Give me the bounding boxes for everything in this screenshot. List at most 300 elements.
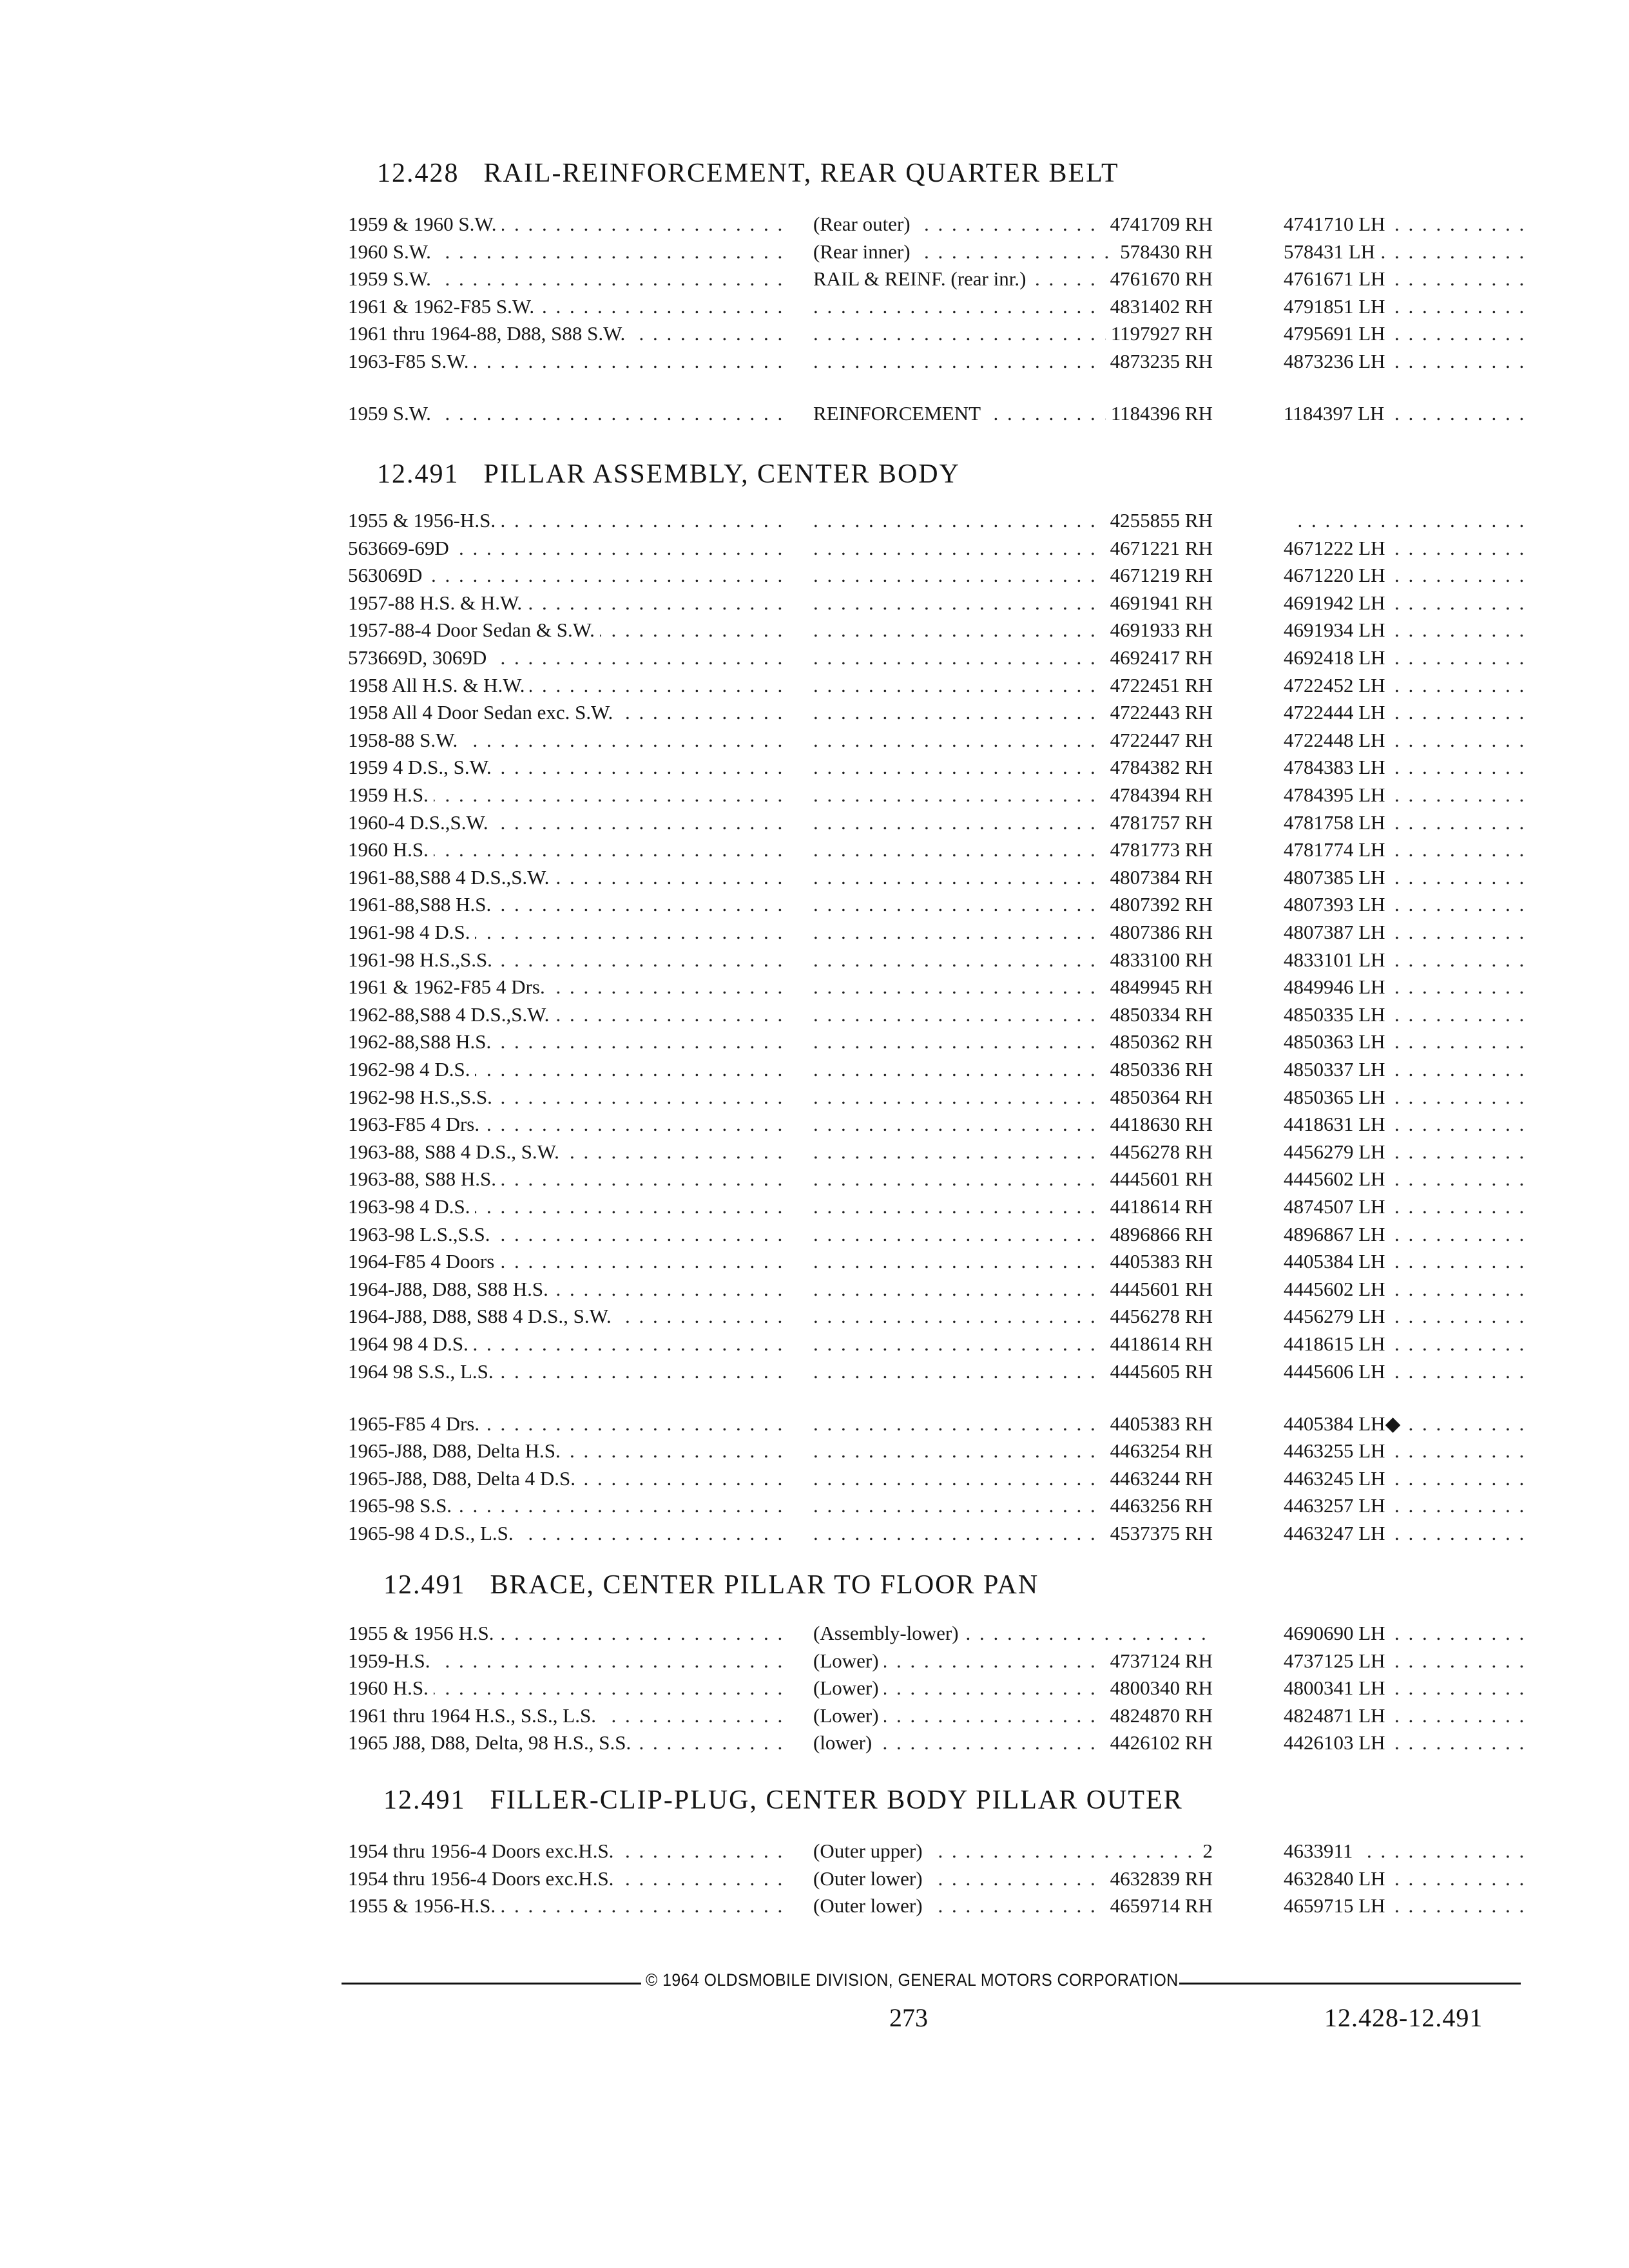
desc-rh-cell [813, 562, 1213, 589]
lh-part-number: 4781774 LH [1284, 838, 1391, 861]
rh-part-number: 4418630 RH [1105, 1111, 1213, 1138]
rh-part-number: 4896866 RH [1105, 1221, 1213, 1248]
lh-cell [1284, 1410, 1528, 1437]
description-text: (Outer lower) [813, 1894, 928, 1917]
model-cell [348, 1331, 786, 1358]
rh-part-number: 4463256 RH [1105, 1492, 1213, 1519]
part-row [0, 974, 1629, 1001]
part-row [0, 891, 1629, 918]
rh-part-number: 4850362 RH [1105, 1028, 1213, 1055]
model-cell [348, 1675, 786, 1702]
model-cell [348, 320, 786, 347]
rh-part-number: 4807392 RH [1105, 891, 1213, 918]
desc-rh-cell [813, 644, 1213, 671]
rh-part-number: 2 [1198, 1838, 1213, 1865]
desc-rh-cell [813, 1648, 1213, 1675]
section-number: 12.491 [377, 459, 459, 489]
lh-cell [1284, 1520, 1528, 1547]
lh-part-number: 4463247 LH [1284, 1522, 1391, 1544]
part-row [0, 672, 1629, 699]
desc-rh-cell [813, 1520, 1213, 1547]
lh-cell [1284, 1729, 1528, 1756]
rh-part-number: 1197927 RH [1106, 320, 1213, 347]
model-cell [348, 1465, 786, 1492]
model-cell [348, 1248, 786, 1275]
description-text: (Lower) [813, 1649, 884, 1672]
lh-cell [1284, 1111, 1528, 1138]
lh-cell [1284, 1221, 1528, 1248]
part-row [0, 1865, 1629, 1892]
lh-cell [1284, 754, 1528, 781]
section-number: 12.491 [383, 1785, 466, 1815]
part-row [0, 1166, 1629, 1193]
model-text: 563069D [348, 564, 427, 586]
lh-part-number: 4849946 LH [1284, 975, 1391, 998]
model-cell [348, 1276, 786, 1303]
desc-rh-cell [813, 1111, 1213, 1138]
model-text: 1963-F85 S.W. [348, 350, 474, 372]
lh-part-number: 4807393 LH [1284, 893, 1391, 916]
desc-rh-cell [813, 947, 1213, 974]
lh-cell [1284, 727, 1528, 754]
lh-part-number: 4874507 LH [1284, 1195, 1391, 1218]
rh-part-number: 4761670 RH [1105, 265, 1213, 293]
footer-rule-left [342, 1983, 641, 1984]
desc-rh-cell [813, 1492, 1213, 1519]
part-row [0, 1892, 1629, 1919]
model-cell [348, 1892, 786, 1919]
model-text: 1963-98 L.S.,S.S. [348, 1223, 495, 1245]
part-row [0, 782, 1629, 809]
rh-part-number: 578430 RH [1115, 238, 1213, 265]
lh-cell [1284, 1001, 1528, 1028]
lh-part-number: 4463257 LH [1284, 1494, 1391, 1517]
lh-part-number: 4691934 LH [1284, 619, 1391, 641]
rh-part-number: 4463254 RH [1105, 1437, 1213, 1465]
lh-part-number: 4445602 LH [1284, 1168, 1391, 1190]
desc-rh-cell [813, 1276, 1213, 1303]
part-row [0, 836, 1629, 863]
lh-cell [1284, 265, 1528, 293]
model-text: 573669D, 3069D [348, 646, 492, 669]
lh-cell [1284, 699, 1528, 726]
desc-rh-cell [813, 1303, 1213, 1330]
lh-cell [1284, 891, 1528, 918]
rh-part-number: 4659714 RH [1105, 1892, 1213, 1919]
model-text: 1955 & 1956-H.S. [348, 1894, 501, 1917]
lh-cell [1284, 864, 1528, 891]
rh-part-number: 4691941 RH [1105, 590, 1213, 617]
model-cell [348, 1620, 786, 1647]
desc-rh-cell [813, 1620, 1213, 1647]
model-cell [348, 1838, 786, 1865]
description-text: REINFORCEMENT [813, 402, 986, 425]
rh-part-number: 4807386 RH [1105, 919, 1213, 946]
part-row [0, 265, 1629, 293]
model-cell [348, 699, 786, 726]
lh-cell [1284, 809, 1528, 836]
rh-part-number: 4722443 RH [1105, 699, 1213, 726]
model-cell [348, 947, 786, 974]
lh-part-number: 4807385 LH [1284, 866, 1391, 889]
rh-part-number: 4784382 RH [1105, 754, 1213, 781]
model-text: 563669-69D [348, 537, 454, 559]
lh-cell [1284, 782, 1528, 809]
model-cell [348, 590, 786, 617]
desc-rh-cell [813, 1139, 1213, 1166]
lh-cell [1284, 507, 1528, 534]
desc-rh-cell [813, 320, 1213, 347]
lh-cell [1284, 1276, 1528, 1303]
section-heading [383, 1570, 1039, 1600]
desc-rh-cell [813, 919, 1213, 946]
model-cell [348, 864, 786, 891]
page-section-range: 12.428-12.491 [1324, 2003, 1483, 2032]
lh-part-number: 4405384 LH [1284, 1250, 1391, 1273]
desc-rh-cell [813, 1892, 1213, 1919]
section-number: 12.491 [383, 1570, 466, 1600]
model-cell [348, 919, 786, 946]
lh-cell [1284, 919, 1528, 946]
part-row [0, 1410, 1629, 1437]
model-text: 1965-F85 4 Drs. [348, 1412, 485, 1435]
part-row [0, 562, 1629, 589]
model-cell [348, 562, 786, 589]
model-text: 1964-J88, D88, S88 H.S. [348, 1278, 554, 1300]
lh-cell [1284, 1331, 1528, 1358]
model-text: 1959 S.W. [348, 402, 436, 425]
desc-rh-cell [813, 265, 1213, 293]
section-heading [377, 459, 960, 490]
lh-cell [1284, 400, 1528, 427]
page-number: 273 [889, 2003, 928, 2032]
model-cell [348, 1358, 786, 1385]
lh-part-number: 4445606 LH [1284, 1360, 1391, 1383]
model-text: 1964 98 4 D.S. [348, 1332, 474, 1355]
model-text: 1965-J88, D88, Delta H.S. [348, 1439, 566, 1462]
rh-part-number: 4405383 RH [1105, 1410, 1213, 1437]
desc-rh-cell [813, 617, 1213, 644]
lh-part-number: 4741710 LH [1284, 213, 1391, 235]
description-text: RAIL & REINF. (rear inr.) [813, 267, 1031, 290]
desc-rh-cell [813, 211, 1213, 238]
rh-part-number: 4850364 RH [1105, 1084, 1213, 1111]
part-row [0, 400, 1629, 427]
lh-part-number: 4850337 LH [1284, 1058, 1391, 1081]
lh-part-number: 4418631 LH [1284, 1113, 1391, 1135]
part-row [0, 1221, 1629, 1248]
desc-rh-cell [813, 864, 1213, 891]
model-text: 1963-98 4 D.S. [348, 1195, 475, 1218]
part-row [0, 535, 1629, 562]
part-row [0, 809, 1629, 836]
lh-part-number: 4463255 LH [1284, 1439, 1391, 1462]
part-row [0, 1111, 1629, 1138]
lh-cell [1284, 1675, 1528, 1702]
lh-part-number: 4690690 LH [1284, 1622, 1391, 1644]
part-row [0, 348, 1629, 375]
part-row [0, 1437, 1629, 1465]
model-cell [348, 836, 786, 863]
lh-cell [1284, 617, 1528, 644]
rh-part-number: 4850336 RH [1105, 1056, 1213, 1083]
part-row [0, 699, 1629, 726]
model-text: 1958 All H.S. & H.W. [348, 674, 530, 697]
lh-part-number: 4784395 LH [1284, 783, 1391, 806]
model-cell [348, 754, 786, 781]
desc-rh-cell [813, 507, 1213, 534]
desc-rh-cell [813, 1465, 1213, 1492]
model-cell [348, 1221, 786, 1248]
model-text: 1959 & 1960 S.W. [348, 213, 502, 235]
model-text: 1961 thru 1964 H.S., S.S., L.S. [348, 1704, 601, 1727]
lh-part-number: 4737125 LH [1284, 1649, 1391, 1672]
desc-rh-cell [813, 699, 1213, 726]
lh-cell [1284, 1702, 1528, 1729]
model-cell [348, 1193, 786, 1220]
model-cell [348, 1702, 786, 1729]
lh-part-number: 4671222 LH [1284, 537, 1391, 559]
part-row [0, 1675, 1629, 1702]
lh-cell [1284, 1358, 1528, 1385]
lh-cell [1284, 590, 1528, 617]
copyright-text: © 1964 OLDSMOBILE DIVISION, GENERAL MOTORS CORPORATION [646, 1970, 1179, 1990]
lh-cell [1284, 836, 1528, 863]
part-row [0, 1001, 1629, 1028]
model-cell [348, 1410, 786, 1437]
model-text: 1961-88,S88 4 D.S.,S.W. [348, 866, 554, 889]
rh-part-number: 4807384 RH [1105, 864, 1213, 891]
lh-part-number: 4824871 LH [1284, 1704, 1391, 1727]
desc-rh-cell [813, 1838, 1213, 1865]
model-cell [348, 782, 786, 809]
model-text: 1961 thru 1964-88, D88, S88 S.W. [348, 322, 630, 345]
desc-rh-cell [813, 891, 1213, 918]
desc-rh-cell [813, 672, 1213, 699]
model-cell [348, 809, 786, 836]
rh-part-number: 4850334 RH [1105, 1001, 1213, 1028]
lh-cell [1284, 1892, 1528, 1919]
lh-cell [1284, 1865, 1528, 1892]
rh-part-number: 4632839 RH [1105, 1865, 1213, 1892]
lh-cell [1284, 1166, 1528, 1193]
rh-part-number: 4849945 RH [1105, 974, 1213, 1001]
rh-part-number: 4445601 RH [1105, 1276, 1213, 1303]
model-cell [348, 1520, 786, 1547]
lh-cell [1284, 1620, 1528, 1647]
description-text: (lower) [813, 1731, 877, 1754]
section-heading [383, 1785, 1183, 1816]
rh-part-number: 4737124 RH [1105, 1648, 1213, 1675]
model-cell [348, 238, 786, 265]
description-text: (Outer lower) [813, 1867, 928, 1890]
rh-part-number: 4456278 RH [1105, 1139, 1213, 1166]
model-text: 1964-F85 4 Doors [348, 1250, 499, 1273]
desc-rh-cell [813, 1865, 1213, 1892]
lh-cell [1284, 672, 1528, 699]
lh-part-number: 4784383 LH [1284, 756, 1391, 778]
lh-cell [1284, 1838, 1528, 1865]
lh-part-number: 4896867 LH [1284, 1223, 1391, 1245]
model-text: 1954 thru 1956-4 Doors exc.H.S. [348, 1867, 619, 1890]
model-cell [348, 400, 786, 427]
lh-part-number: 4807387 LH [1284, 921, 1391, 943]
model-text: 1958-88 S.W. [348, 729, 463, 751]
desc-rh-cell [813, 1248, 1213, 1275]
model-cell [348, 1865, 786, 1892]
model-cell [348, 974, 786, 1001]
part-row [0, 1465, 1629, 1492]
rh-part-number: 4445605 RH [1105, 1358, 1213, 1385]
model-text: 1955 & 1956 H.S. [348, 1622, 499, 1644]
model-text: 1964-J88, D88, S88 4 D.S., S.W. [348, 1305, 617, 1327]
model-cell [348, 617, 786, 644]
lh-part-number: 1184397 LH [1284, 402, 1389, 425]
model-cell [348, 535, 786, 562]
part-row [0, 1358, 1629, 1385]
model-text: 1955 & 1956-H.S. [348, 509, 501, 532]
model-text: 1961 & 1962-F85 S.W. [348, 295, 539, 318]
part-row [0, 947, 1629, 974]
lh-cell [1284, 211, 1528, 238]
part-row [0, 1331, 1629, 1358]
part-row [0, 320, 1629, 347]
lh-part-number: 4418615 LH [1284, 1332, 1391, 1355]
model-cell [348, 1028, 786, 1055]
desc-rh-cell [813, 727, 1213, 754]
desc-rh-cell [813, 1437, 1213, 1465]
desc-rh-cell [813, 836, 1213, 863]
lh-part-number: 4722452 LH [1284, 674, 1391, 697]
model-text: 1961-98 4 D.S. [348, 921, 475, 943]
desc-rh-cell [813, 1358, 1213, 1385]
rh-part-number: 1184396 RH [1106, 400, 1213, 427]
model-text: 1963-F85 4 Drs. [348, 1113, 485, 1135]
model-cell [348, 1648, 786, 1675]
model-text: 1958 All 4 Door Sedan exc. S.W. [348, 701, 618, 724]
description-text: (Lower) [813, 1704, 884, 1727]
part-row [0, 1056, 1629, 1083]
part-row [0, 211, 1629, 238]
model-cell [348, 1084, 786, 1111]
lh-part-number: 4791851 LH [1284, 295, 1391, 318]
lh-part-number: 4761671 LH [1284, 267, 1391, 290]
desc-rh-cell [813, 1001, 1213, 1028]
desc-rh-cell [813, 1702, 1213, 1729]
desc-rh-cell [813, 754, 1213, 781]
model-text: 1965-98 4 D.S., L.S. [348, 1522, 519, 1544]
part-row [0, 1702, 1629, 1729]
part-row [0, 590, 1629, 617]
lh-part-number: 4633911 [1284, 1840, 1358, 1862]
lh-cell [1284, 348, 1528, 375]
description-text: (Assembly-lower) [813, 1622, 964, 1644]
model-cell [348, 1303, 786, 1330]
part-row [0, 1492, 1629, 1519]
model-cell [348, 265, 786, 293]
desc-rh-cell [813, 1193, 1213, 1220]
model-cell [348, 1729, 786, 1756]
lh-cell [1284, 1139, 1528, 1166]
lh-part-number: 4850365 LH [1284, 1086, 1391, 1108]
rh-part-number: 4691933 RH [1105, 617, 1213, 644]
lh-cell [1284, 1193, 1528, 1220]
lh-part-number: 4850363 LH [1284, 1030, 1391, 1053]
section-number: 12.428 [377, 159, 459, 188]
lh-cell [1284, 293, 1528, 320]
model-cell [348, 1139, 786, 1166]
model-text: 1961-88,S88 H.S. [348, 893, 496, 916]
model-cell [348, 348, 786, 375]
model-text: 1965-J88, D88, Delta 4 D.S. [348, 1467, 581, 1490]
lh-part-number: 4426103 LH [1284, 1731, 1391, 1754]
rh-part-number: 4418614 RH [1105, 1331, 1213, 1358]
section-heading [377, 158, 1119, 189]
part-row [0, 1139, 1629, 1166]
rh-part-number: 4537375 RH [1105, 1520, 1213, 1547]
lh-cell [1284, 562, 1528, 589]
desc-rh-cell [813, 809, 1213, 836]
rh-part-number: 4255855 RH [1105, 507, 1213, 534]
section-title: FILLER-CLIP-PLUG, CENTER BODY PILLAR OUTER [490, 1785, 1183, 1815]
lh-part-number: 4850335 LH [1284, 1003, 1391, 1026]
rh-part-number: 4831402 RH [1105, 293, 1213, 320]
model-text: 1962-98 4 D.S. [348, 1058, 475, 1081]
lh-part-number: 4659715 LH [1284, 1894, 1391, 1917]
part-row [0, 1193, 1629, 1220]
rh-part-number: 4781773 RH [1105, 836, 1213, 863]
footer-copyright [342, 1970, 1521, 1996]
desc-rh-cell [813, 782, 1213, 809]
rh-part-number: 4671219 RH [1105, 562, 1213, 589]
lh-part-number: 4671220 LH [1284, 564, 1391, 586]
part-row [0, 1084, 1629, 1111]
part-row [0, 1729, 1629, 1756]
rh-part-number: 4873235 RH [1105, 348, 1213, 375]
lh-part-number: 4463245 LH [1284, 1467, 1391, 1490]
part-row [0, 507, 1629, 534]
model-cell [348, 891, 786, 918]
model-text: 1959 H.S. [348, 783, 434, 806]
rh-part-number: 4463244 RH [1105, 1465, 1213, 1492]
lh-cell [1284, 1492, 1528, 1519]
desc-rh-cell [813, 1166, 1213, 1193]
rh-part-number: 4722451 RH [1105, 672, 1213, 699]
desc-rh-cell [813, 1729, 1213, 1756]
lh-part-number: 4795691 LH [1284, 322, 1391, 345]
desc-rh-cell [813, 1221, 1213, 1248]
model-cell [348, 1056, 786, 1083]
model-text: 1954 thru 1956-4 Doors exc.H.S. [348, 1840, 619, 1862]
desc-rh-cell [813, 1056, 1213, 1083]
description-text: (Outer upper) [813, 1840, 928, 1862]
rh-part-number: 4426102 RH [1105, 1729, 1213, 1756]
model-cell [348, 507, 786, 534]
desc-rh-cell [813, 400, 1213, 427]
lh-part-number: 4691942 LH [1284, 591, 1391, 614]
lh-cell [1284, 1248, 1528, 1275]
part-row [0, 293, 1629, 320]
lh-part-number: 4873236 LH [1284, 350, 1391, 372]
desc-rh-cell [813, 1084, 1213, 1111]
model-cell [348, 1492, 786, 1519]
model-text: 1961-98 H.S.,S.S. [348, 948, 497, 971]
rh-part-number: 4671221 RH [1105, 535, 1213, 562]
rh-part-number: 4456278 RH [1105, 1303, 1213, 1330]
lh-cell [1284, 1437, 1528, 1465]
model-text: 1962-88,S88 H.S. [348, 1030, 496, 1053]
rh-part-number: 4741709 RH [1105, 211, 1213, 238]
